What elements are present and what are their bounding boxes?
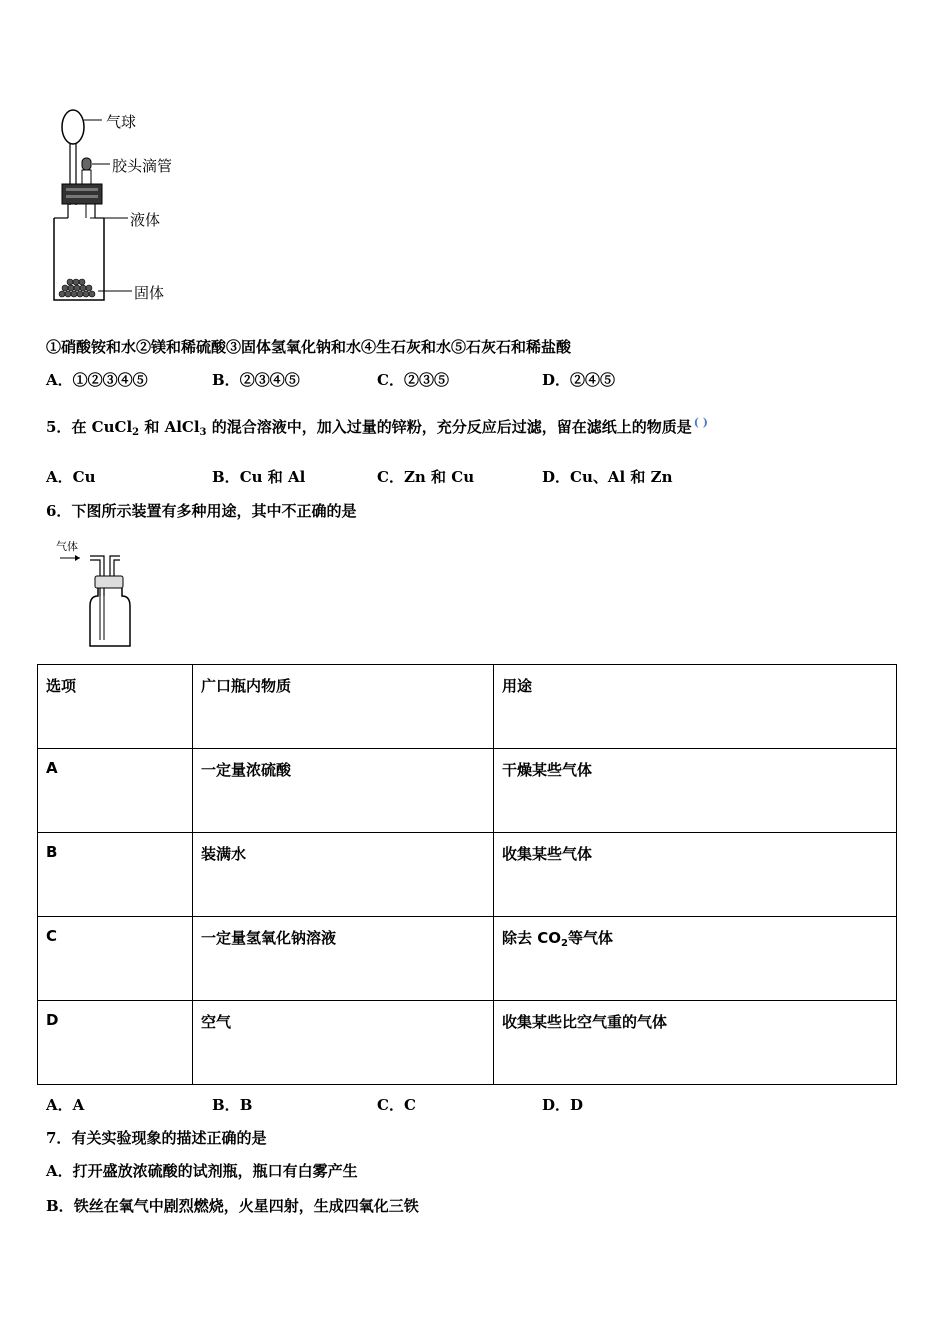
q5-option-d: D．Cu、Al 和 Zn bbox=[542, 468, 673, 486]
q6-option-d: D．D bbox=[542, 1096, 584, 1114]
row-use: 收集某些气体 bbox=[494, 833, 897, 917]
row-use: 干燥某些气体 bbox=[494, 749, 897, 833]
row-substance: 空气 bbox=[193, 1001, 494, 1085]
q4-items: ①硝酸铵和水②镁和稀硫酸③固体氢氧化钠和水④生石灰和水⑤石灰石和稀盐酸 bbox=[46, 338, 572, 356]
row-option: B bbox=[38, 833, 193, 917]
row-use: 除去 $CO_2$等气体 bbox=[494, 917, 897, 1001]
row-substance: 一定量氢氧化钠溶液 bbox=[193, 917, 494, 1001]
label-balloon: 气球 bbox=[106, 113, 137, 131]
table-row bbox=[38, 749, 897, 833]
header-option: 选项 bbox=[38, 665, 193, 749]
q4-option-a: A．①②③④⑤ bbox=[46, 371, 148, 389]
q6-option-b: B．B bbox=[212, 1096, 253, 1114]
label-solid: 固体 bbox=[134, 284, 165, 302]
q5-option-a: A．Cu bbox=[46, 468, 96, 486]
q7-option-a: A．打开盛放浓硫酸的试剂瓶，瓶口有白雾产生 bbox=[46, 1162, 358, 1180]
label-gas: 气体 bbox=[56, 540, 78, 553]
table-row bbox=[38, 1001, 897, 1085]
header-use: 用途 bbox=[494, 665, 897, 749]
q6-option-c: C．C bbox=[377, 1096, 416, 1114]
answer-paren: ( ) bbox=[693, 416, 708, 429]
row-use: 收集某些比空气重的气体 bbox=[494, 1001, 897, 1085]
row-substance: 装满水 bbox=[193, 833, 494, 917]
q5-option-c: C．Zn 和 Cu bbox=[377, 468, 475, 486]
q6-stem: 6．下图所示装置有多种用途，其中不正确的是 bbox=[46, 502, 357, 520]
q4-option-d: D．②④⑤ bbox=[542, 371, 616, 389]
row-substance: 一定量浓硫酸 bbox=[193, 749, 494, 833]
label-liquid: 液体 bbox=[130, 211, 161, 229]
q5-stem: 5．在 CuCl$_2$ 和 AlCl$_3$ 的混合溶液中，加入过量的锌粉，充分反应后过滤，留在滤纸上的物质是 ( ) bbox=[46, 416, 708, 438]
q5-option-b: B．Cu 和 Al bbox=[212, 468, 306, 486]
table-row bbox=[38, 917, 897, 1001]
table-row bbox=[38, 833, 897, 917]
row-option: C bbox=[38, 917, 193, 1001]
q4-option-b: B．②③④⑤ bbox=[212, 371, 300, 389]
row-option: A bbox=[38, 749, 193, 833]
q6-option-a: A．A bbox=[46, 1096, 85, 1114]
q7-stem: 7．有关实验现象的描述正确的是 bbox=[46, 1129, 267, 1147]
q4-option-c: C．②③⑤ bbox=[377, 371, 449, 389]
header-substance: 广口瓶内物质 bbox=[193, 665, 494, 749]
row-option: D bbox=[38, 1001, 193, 1085]
label-dropper: 胶头滴管 bbox=[112, 157, 173, 175]
q7-option-b: B．铁丝在氧气中剧烈燃烧，火星四射，生成四氧化三铁 bbox=[46, 1197, 419, 1215]
table-header-row bbox=[38, 665, 897, 749]
q6-table bbox=[37, 664, 897, 1085]
